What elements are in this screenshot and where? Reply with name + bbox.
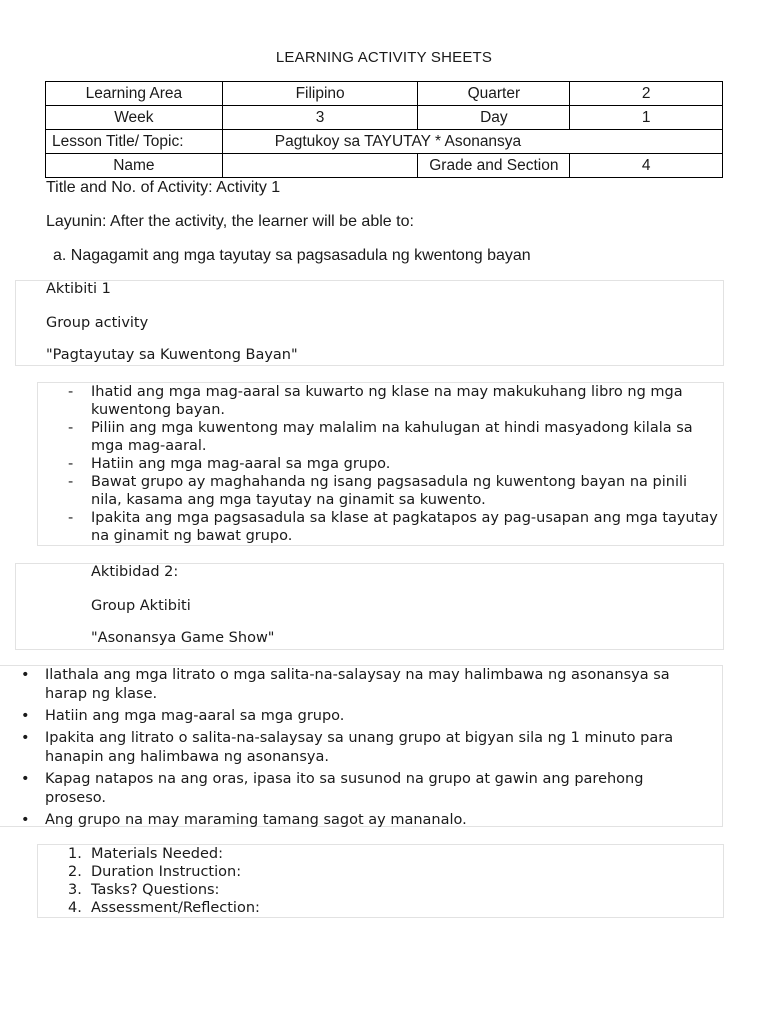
activity2-steps-box: [0, 665, 723, 827]
activity1-steps-box: [37, 382, 724, 546]
list-item: [68, 881, 691, 899]
table-row: [46, 82, 723, 106]
grade-section-value: 4: [570, 154, 723, 178]
activity2-steps-list: [21, 666, 705, 830]
list-item: [68, 899, 691, 917]
list-item-text: Ang grupo na may maraming tamang sagot ay mananalo.: [45, 812, 467, 828]
activity1-type: Group activity: [46, 315, 149, 331]
list-item-text: Ipakita ang mga pagsasadula sa klase at pagkatapos ay pag-usapan ang mga tayutay na ginamit ng bawat grupo.: [91, 510, 718, 544]
number-marker: 3.: [68, 882, 82, 898]
dash-marker: -: [68, 474, 74, 490]
list-item: [68, 383, 719, 419]
bullet-marker: •: [21, 771, 30, 787]
day-label: Day: [418, 106, 570, 130]
number-marker: 2.: [68, 864, 82, 880]
list-item-text: Hatiin ang mga mag-aaral sa mga grupo.: [91, 456, 391, 472]
info-table: [45, 81, 723, 178]
activity-title: Title and No. of Activity: Activity 1: [46, 179, 281, 196]
list-item: [68, 863, 691, 881]
list-item: [68, 419, 719, 455]
table-row: [46, 106, 723, 130]
list-item: [21, 729, 705, 767]
list-item-text: Ihatid ang mga mag-aaral sa kuwarto ng klase na may makukuhang libro ng mga kuwentong bayan.: [91, 384, 683, 418]
list-item: [21, 811, 705, 830]
learning-area-label: Learning Area: [46, 82, 223, 106]
dash-marker: -: [68, 456, 74, 472]
name-label: Name: [46, 154, 223, 178]
list-item: [68, 473, 719, 509]
activity1-heading: Aktibiti 1: [46, 281, 111, 297]
list-item: [68, 845, 691, 863]
activity1-steps-list: [68, 383, 719, 545]
lesson-title-label: Lesson Title/ Topic:: [46, 130, 223, 154]
objective-item: a. Nagagamit ang mga tayutay sa pagsasadula ng kwentong bayan: [53, 247, 531, 264]
list-item-text: Piliin ang mga kuwentong may malalim na kahulugan at hindi masyadong kilala sa mga mag-aaral.: [91, 420, 693, 454]
bullet-marker: •: [21, 730, 30, 746]
list-item-text: Duration Instruction:: [91, 864, 242, 880]
lesson-title-value: Pagtukoy sa TAYUTAY * Asonansya: [222, 130, 722, 154]
list-item-text: Assessment/Reflection:: [91, 900, 260, 916]
table-row: [46, 154, 723, 178]
week-value: 3: [222, 106, 418, 130]
activity2-box: [15, 563, 724, 650]
activity2-heading: Aktibidad 2:: [91, 564, 179, 580]
activity1-name: "Pagtayutay sa Kuwentong Bayan": [46, 347, 298, 363]
numbered-list: [68, 845, 691, 917]
number-marker: 4.: [68, 900, 82, 916]
dash-marker: -: [68, 510, 74, 526]
list-item-text: Ipakita ang litrato o salita-na-salaysay sa unang grupo at bigyan sila ng 1 minuto para hanapin ang halimbawa ng asonansya.: [45, 730, 674, 765]
list-item-text: Bawat grupo ay maghahanda ng isang pagsasadula ng kuwentong bayan na pinili nila, kasama ang mga tayutay na ginamit sa kuwento.: [91, 474, 688, 508]
numbered-box: [37, 844, 724, 918]
number-marker: 1.: [68, 846, 82, 862]
list-item-text: Kapag natapos na ang oras, ipasa ito sa susunod na grupo at gawin ang parehong proseso.: [45, 771, 644, 806]
bullet-marker: •: [21, 708, 30, 724]
day-value: 1: [570, 106, 723, 130]
learning-area-value: Filipino: [222, 82, 418, 106]
table-row: [46, 130, 723, 154]
list-item-text: Materials Needed:: [91, 846, 223, 862]
activity2-type: Group Aktibiti: [91, 598, 191, 614]
activity2-name: "Asonansya Game Show": [91, 630, 275, 646]
list-item: [21, 770, 705, 808]
bullet-marker: •: [21, 667, 30, 683]
list-item-text: Ilathala ang mga litrato o mga salita-na-salaysay na may halimbawa ng asonansya sa harap ng klase.: [45, 667, 670, 702]
quarter-label: Quarter: [418, 82, 570, 106]
activity1-box: [15, 280, 724, 366]
dash-marker: -: [68, 384, 74, 400]
list-item: [21, 707, 705, 726]
bullet-marker: •: [21, 812, 30, 828]
dash-marker: -: [68, 420, 74, 436]
grade-section-label: Grade and Section: [418, 154, 570, 178]
list-item: [21, 666, 705, 704]
objective: Layunin: After the activity, the learner will be able to:: [46, 213, 414, 230]
name-field[interactable]: [222, 154, 418, 178]
page-title: LEARNING ACTIVITY SHEETS: [275, 49, 493, 66]
week-label: Week: [46, 106, 223, 130]
list-item-text: Tasks? Questions:: [91, 882, 220, 898]
list-item: [68, 509, 719, 545]
list-item-text: Hatiin ang mga mag-aaral sa mga grupo.: [45, 708, 345, 724]
quarter-value: 2: [570, 82, 723, 106]
list-item: [68, 455, 719, 473]
